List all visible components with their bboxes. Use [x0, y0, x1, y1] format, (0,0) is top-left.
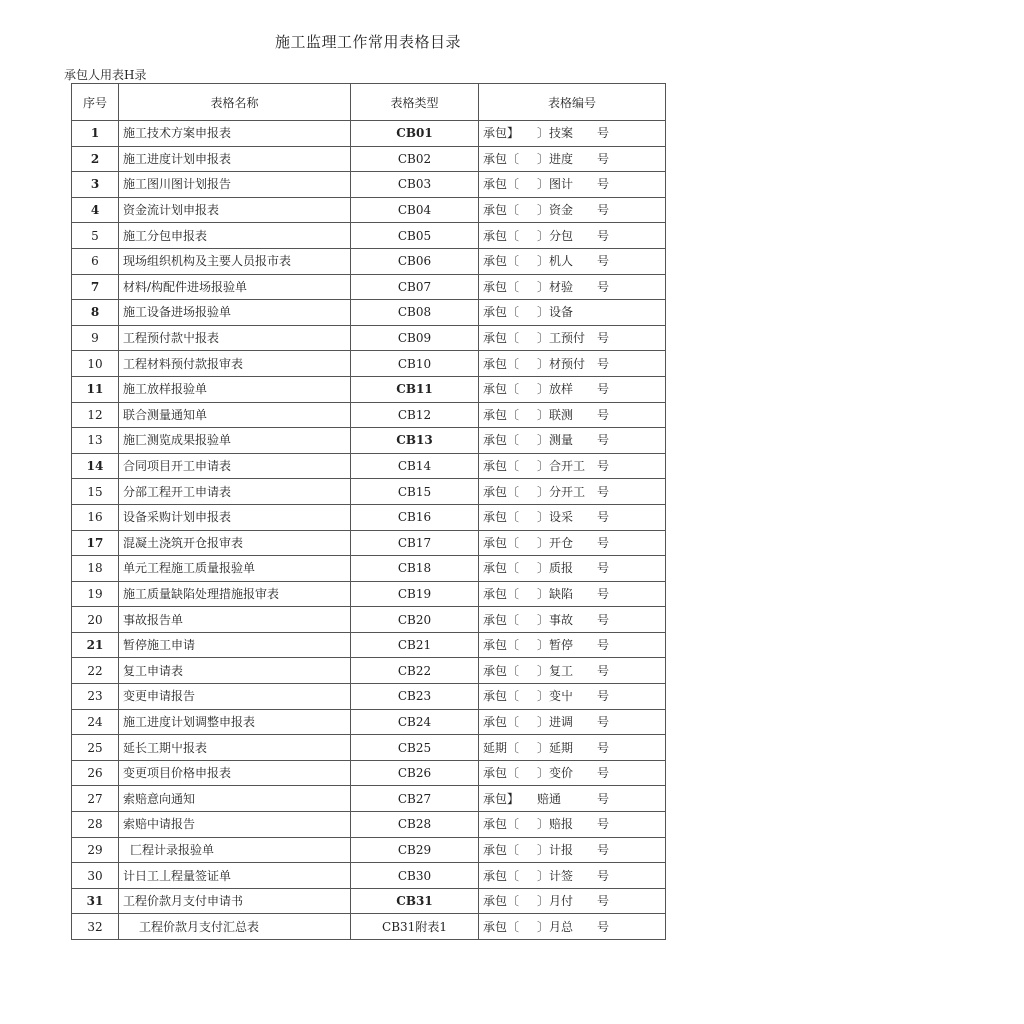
row-index: 3 [72, 172, 119, 198]
code-category: 〕机人 [537, 254, 574, 269]
row-form-name: 工程预付款屮报表 [119, 325, 351, 351]
row-form-type: CB11 [351, 376, 479, 402]
row-form-name: 施工进度计划调整申报表 [119, 709, 351, 735]
code-prefix: 承包 [483, 714, 508, 729]
table-row [72, 581, 666, 607]
table-row [72, 760, 666, 786]
row-form-code [479, 812, 666, 838]
row-form-name: 变更申请报告 [119, 684, 351, 710]
code-suffix: 号 [597, 638, 610, 653]
row-form-name: 索赔中请报告 [119, 812, 351, 838]
code-bracket: 〔 [507, 279, 520, 294]
row-form-type: CB01 [351, 121, 479, 147]
code-prefix: 承包 [483, 407, 508, 422]
code-prefix: 承包 [483, 561, 508, 576]
row-form-type: CB15 [351, 479, 479, 505]
row-form-name: 施工设备进场报验单 [119, 300, 351, 326]
row-index: 5 [72, 223, 119, 249]
row-form-name: 计日工丄程量签证单 [119, 863, 351, 889]
code-bracket: 】 [507, 126, 520, 141]
code-prefix: 承包 [483, 766, 508, 781]
row-form-name: 延长工期屮报表 [119, 735, 351, 761]
code-prefix: 承包 [483, 663, 508, 678]
code-prefix: 承包 [483, 791, 508, 806]
table-row [72, 453, 666, 479]
row-form-type: CB29 [351, 837, 479, 863]
row-form-code [479, 325, 666, 351]
table-row [72, 914, 666, 940]
table-row [72, 300, 666, 326]
table-row [72, 146, 666, 172]
code-suffix: 号 [597, 484, 610, 499]
table-row [72, 812, 666, 838]
row-form-code [479, 146, 666, 172]
row-form-name: 现场组织机构及主要人员报市表 [119, 248, 351, 274]
row-form-name: 工程材料预付款报审表 [119, 351, 351, 377]
row-form-name: 事故报告单 [119, 607, 351, 633]
code-category: 〕工预付 [537, 331, 586, 346]
table-row [72, 837, 666, 863]
code-bracket: 】 [507, 791, 520, 806]
code-category: 〕进度 [537, 151, 574, 166]
row-form-code [479, 786, 666, 812]
row-form-code [479, 684, 666, 710]
table-row [72, 121, 666, 147]
header-form-code: 表格编号 [479, 84, 666, 121]
code-bracket: 〔 [507, 203, 520, 218]
code-bracket: 〔 [507, 433, 520, 448]
row-form-type: CB09 [351, 325, 479, 351]
table-row [72, 428, 666, 454]
code-suffix: 号 [597, 177, 610, 192]
table-row [72, 376, 666, 402]
row-form-name: 资金流计划申报表 [119, 197, 351, 223]
row-form-type: CB18 [351, 556, 479, 582]
row-form-code [479, 888, 666, 914]
code-category: 〕延期 [537, 740, 574, 755]
table-row [72, 172, 666, 198]
row-form-code [479, 709, 666, 735]
code-bracket: 〔 [507, 612, 520, 627]
code-prefix: 承包 [483, 433, 508, 448]
code-bracket: 〔 [507, 842, 520, 857]
row-index: 6 [72, 248, 119, 274]
row-form-code [479, 735, 666, 761]
code-prefix: 承包 [483, 177, 508, 192]
code-bracket: 〔 [507, 817, 520, 832]
code-prefix: 承包 [483, 612, 508, 627]
row-index: 15 [72, 479, 119, 505]
row-form-type: CB19 [351, 581, 479, 607]
table-body [72, 121, 666, 940]
row-form-code [479, 376, 666, 402]
row-index: 21 [72, 632, 119, 658]
code-bracket: 〔 [507, 663, 520, 678]
row-form-code [479, 863, 666, 889]
code-suffix: 号 [597, 766, 610, 781]
row-form-name: 混凝土浇筑开仓报审表 [119, 530, 351, 556]
row-form-type: CB27 [351, 786, 479, 812]
row-form-name: 合同项目开工申请表 [119, 453, 351, 479]
row-form-name: 工程价款月支付汇总表 [119, 914, 351, 940]
code-suffix: 号 [597, 254, 610, 269]
row-index: 30 [72, 863, 119, 889]
row-index: 19 [72, 581, 119, 607]
row-index: 20 [72, 607, 119, 633]
code-prefix: 承包 [483, 331, 508, 346]
code-prefix: 承包 [483, 203, 508, 218]
row-index: 14 [72, 453, 119, 479]
row-form-code [479, 530, 666, 556]
row-form-type: CB07 [351, 274, 479, 300]
code-bracket: 〔 [507, 561, 520, 576]
code-suffix: 号 [597, 356, 610, 371]
code-suffix: 号 [597, 689, 610, 704]
code-prefix: 承包 [483, 228, 508, 243]
row-form-name: 复工申请表 [119, 658, 351, 684]
code-bracket: 〔 [507, 868, 520, 883]
code-bracket: 〔 [507, 638, 520, 653]
row-form-code [479, 607, 666, 633]
row-form-name: 施匸测览成果报验单 [119, 428, 351, 454]
row-index: 22 [72, 658, 119, 684]
table-row [72, 479, 666, 505]
code-bracket: 〔 [507, 331, 520, 346]
code-prefix: 承包 [483, 817, 508, 832]
code-category: 〕材预付 [537, 356, 586, 371]
code-suffix: 号 [597, 510, 610, 525]
code-bracket: 〔 [507, 510, 520, 525]
header-form-type: 表格类型 [351, 84, 479, 121]
row-form-type: CB13 [351, 428, 479, 454]
header-form-name: 表格名称 [119, 84, 351, 121]
row-form-type: CB23 [351, 684, 479, 710]
code-suffix: 号 [597, 382, 610, 397]
code-category: 赔通 [537, 791, 562, 806]
code-suffix: 号 [597, 868, 610, 883]
code-category: 〕分包 [537, 228, 574, 243]
code-suffix: 号 [597, 740, 610, 755]
row-index: 10 [72, 351, 119, 377]
code-bracket: 〔 [507, 228, 520, 243]
row-index: 1 [72, 121, 119, 147]
code-suffix: 号 [597, 612, 610, 627]
code-category: 〕缺陷 [537, 586, 574, 601]
row-index: 11 [72, 376, 119, 402]
row-form-name: 匚程计录报验单 [119, 837, 351, 863]
code-category: 〕分开工 [537, 484, 586, 499]
row-index: 8 [72, 300, 119, 326]
code-bracket: 〔 [507, 177, 520, 192]
row-form-type: CB10 [351, 351, 479, 377]
code-category: 〕进调 [537, 714, 574, 729]
row-index: 25 [72, 735, 119, 761]
row-index: 2 [72, 146, 119, 172]
code-prefix: 承包 [483, 535, 508, 550]
table-row [72, 325, 666, 351]
row-index: 4 [72, 197, 119, 223]
row-form-type: CB16 [351, 504, 479, 530]
code-bracket: 〔 [507, 382, 520, 397]
row-form-type: CB03 [351, 172, 479, 198]
row-form-type: CB14 [351, 453, 479, 479]
code-prefix: 承包 [483, 919, 508, 934]
code-bracket: 〔 [507, 356, 520, 371]
row-form-type: CB26 [351, 760, 479, 786]
form-catalog-table [71, 83, 666, 940]
code-bracket: 〔 [507, 535, 520, 550]
row-form-type: CB21 [351, 632, 479, 658]
code-suffix: 号 [597, 842, 610, 857]
code-category: 〕暂停 [537, 638, 574, 653]
row-form-name: 变更项目价格申报表 [119, 760, 351, 786]
code-suffix: 号 [597, 663, 610, 678]
code-bracket: 〔 [507, 586, 520, 601]
table-row [72, 197, 666, 223]
code-prefix: 承包 [483, 356, 508, 371]
code-bracket: 〔 [507, 766, 520, 781]
row-form-code [479, 581, 666, 607]
code-bracket: 〔 [507, 407, 520, 422]
code-prefix: 承包 [483, 254, 508, 269]
code-suffix: 号 [597, 714, 610, 729]
row-form-name: 暂停施工申请 [119, 632, 351, 658]
table-row [72, 248, 666, 274]
row-form-name: 设备采购计划申报表 [119, 504, 351, 530]
row-form-type: CB12 [351, 402, 479, 428]
code-suffix: 号 [597, 561, 610, 576]
row-form-type: CB04 [351, 197, 479, 223]
row-index: 16 [72, 504, 119, 530]
code-category: 〕复工 [537, 663, 574, 678]
row-form-name: 单元工程施工质量报验单 [119, 556, 351, 582]
row-form-code [479, 760, 666, 786]
row-index: 9 [72, 325, 119, 351]
row-form-code [479, 632, 666, 658]
code-prefix: 承包 [483, 510, 508, 525]
row-form-type: CB28 [351, 812, 479, 838]
code-suffix: 号 [597, 433, 610, 448]
row-form-code [479, 479, 666, 505]
table-row [72, 658, 666, 684]
table-row [72, 274, 666, 300]
row-form-name: 索赔意向通知 [119, 786, 351, 812]
code-bracket: 〔 [507, 894, 520, 909]
row-form-name: 施工进度计划申报表 [119, 146, 351, 172]
row-form-type: CB24 [351, 709, 479, 735]
row-index: 27 [72, 786, 119, 812]
code-category: 〕联测 [537, 407, 574, 422]
table-row [72, 351, 666, 377]
row-form-name: 联合测量通知单 [119, 402, 351, 428]
row-form-name: 施工放样报验单 [119, 376, 351, 402]
code-category: 〕开仓 [537, 535, 574, 550]
code-category: 〕图计 [537, 177, 574, 192]
row-form-type: CB20 [351, 607, 479, 633]
code-category: 〕质报 [537, 561, 574, 576]
code-bracket: 〔 [507, 689, 520, 704]
code-suffix: 号 [597, 919, 610, 934]
header-index: 序号 [72, 84, 119, 121]
code-suffix: 号 [597, 817, 610, 832]
code-suffix: 号 [597, 151, 610, 166]
row-form-type: CB17 [351, 530, 479, 556]
row-index: 31 [72, 888, 119, 914]
row-form-name: 施工技术方案申报表 [119, 121, 351, 147]
row-form-code [479, 223, 666, 249]
code-bracket: 〔 [507, 305, 520, 320]
code-prefix: 承包 [483, 382, 508, 397]
table-row [72, 556, 666, 582]
code-category: 〕月总 [537, 919, 574, 934]
code-suffix: 号 [597, 791, 610, 806]
code-suffix: 号 [597, 535, 610, 550]
code-bracket: 〔 [507, 919, 520, 934]
table-row [72, 888, 666, 914]
row-form-type: CB30 [351, 863, 479, 889]
row-form-type: CB05 [351, 223, 479, 249]
row-form-name: 工程价款月支付申请书 [119, 888, 351, 914]
row-form-type: CB02 [351, 146, 479, 172]
page-title: 施工监理工作常用表格目录 [274, 33, 461, 51]
row-form-type: CB22 [351, 658, 479, 684]
code-prefix: 承包 [483, 126, 508, 141]
code-category: 〕设采 [537, 510, 574, 525]
code-bracket: 〔 [507, 151, 520, 166]
code-suffix: 号 [597, 203, 610, 218]
row-index: 13 [72, 428, 119, 454]
row-form-code [479, 914, 666, 940]
code-prefix: 承包 [483, 459, 508, 474]
row-index: 7 [72, 274, 119, 300]
code-category: 〕赔报 [537, 817, 574, 832]
code-category: 〕变价 [537, 766, 574, 781]
code-suffix: 号 [597, 407, 610, 422]
table-row [72, 504, 666, 530]
code-prefix: 承包 [483, 689, 508, 704]
table-row [72, 863, 666, 889]
row-form-code [479, 121, 666, 147]
row-form-type: CB25 [351, 735, 479, 761]
code-category: 〕测量 [537, 433, 574, 448]
row-form-name: 材料/构配件进场报验单 [119, 274, 351, 300]
code-category: 〕材验 [537, 279, 574, 294]
code-category: 〕事故 [537, 612, 574, 627]
code-prefix: 承包 [483, 868, 508, 883]
table-header-row [72, 84, 666, 121]
table-row [72, 530, 666, 556]
code-category: 〕技案 [537, 126, 574, 141]
code-suffix: 号 [597, 126, 610, 141]
row-form-name: 施工图川图计划报告 [119, 172, 351, 198]
row-form-name: 施工质量缺陷处理措施报审表 [119, 581, 351, 607]
table-row [72, 709, 666, 735]
row-form-code [479, 351, 666, 377]
row-form-type: CB08 [351, 300, 479, 326]
row-form-code [479, 274, 666, 300]
row-index: 23 [72, 684, 119, 710]
table-row [72, 402, 666, 428]
row-index: 17 [72, 530, 119, 556]
code-suffix: 号 [597, 586, 610, 601]
table-row [72, 632, 666, 658]
table-row [72, 735, 666, 761]
code-category: 〕月付 [537, 894, 574, 909]
row-form-code [479, 172, 666, 198]
row-index: 12 [72, 402, 119, 428]
code-suffix: 号 [597, 894, 610, 909]
row-form-code [479, 402, 666, 428]
code-category: 〕放样 [537, 382, 574, 397]
table-row [72, 786, 666, 812]
row-form-code [479, 837, 666, 863]
code-category: 〕计报 [537, 842, 574, 857]
row-form-name: 分部工程开工申请表 [119, 479, 351, 505]
code-suffix: 号 [597, 228, 610, 243]
row-form-code [479, 248, 666, 274]
code-bracket: 〔 [507, 484, 520, 499]
code-prefix: 承包 [483, 842, 508, 857]
row-index: 32 [72, 914, 119, 940]
row-form-code [479, 504, 666, 530]
code-category: 〕资金 [537, 203, 574, 218]
row-form-code [479, 300, 666, 326]
row-form-name: 施工分包申报表 [119, 223, 351, 249]
row-form-type: CB06 [351, 248, 479, 274]
code-prefix: 承包 [483, 279, 508, 294]
row-form-type: CB31 [351, 888, 479, 914]
code-bracket: 〔 [507, 740, 520, 755]
code-suffix: 号 [597, 459, 610, 474]
code-prefix: 承包 [483, 586, 508, 601]
code-bracket: 〔 [507, 459, 520, 474]
code-category: 〕计签 [537, 868, 574, 883]
table-row [72, 607, 666, 633]
row-form-code [479, 453, 666, 479]
row-form-code [479, 428, 666, 454]
code-prefix: 承包 [483, 151, 508, 166]
code-category: 〕变屮 [537, 689, 574, 704]
code-prefix: 承包 [483, 894, 508, 909]
table-row [72, 223, 666, 249]
row-index: 24 [72, 709, 119, 735]
code-suffix: 号 [597, 279, 610, 294]
code-prefix: 承包 [483, 638, 508, 653]
code-category: 〕设备 [537, 305, 574, 320]
row-form-type: CB31附表1 [351, 914, 479, 940]
code-prefix: 承包 [483, 484, 508, 499]
code-bracket: 〔 [507, 254, 520, 269]
code-suffix: 号 [597, 331, 610, 346]
row-form-code [479, 197, 666, 223]
row-form-code [479, 556, 666, 582]
code-prefix: 承包 [483, 305, 508, 320]
table-row [72, 684, 666, 710]
row-index: 29 [72, 837, 119, 863]
row-index: 26 [72, 760, 119, 786]
code-prefix: 延期 [483, 740, 508, 755]
table-caption: 承包人用表H录 [64, 68, 147, 82]
code-category: 〕合开工 [537, 459, 586, 474]
row-form-code [479, 658, 666, 684]
row-index: 18 [72, 556, 119, 582]
row-index: 28 [72, 812, 119, 838]
code-bracket: 〔 [507, 714, 520, 729]
